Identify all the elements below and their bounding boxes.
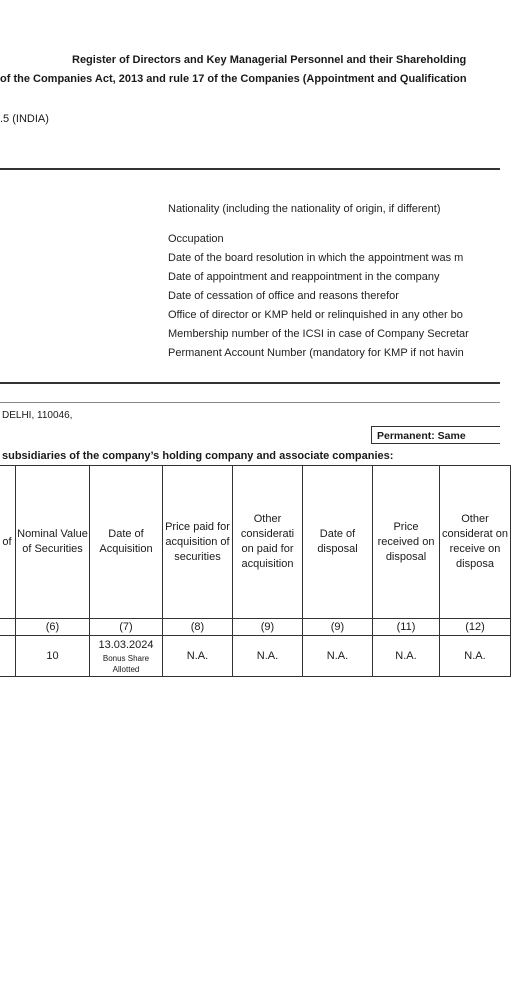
cell-other-consideration-disp: N.A.	[440, 636, 511, 677]
acquisition-date: 13.03.2024	[98, 638, 154, 651]
register-title: Register of Directors and Key Managerial Personnel and their Shareholding	[72, 54, 467, 66]
field-pan: Permanent Account Number (mandatory for KMP if not havin	[168, 347, 464, 359]
register-subtitle: of the Companies Act, 2013 and rule 17 of the Companies (Appointment and Qualification	[0, 73, 467, 85]
col-header-other-consideration-acq: Other considerati on paid for acquisition	[233, 466, 303, 619]
col-number: (8)	[163, 619, 233, 636]
col-number: (9)	[233, 619, 303, 636]
field-board-resolution-date: Date of the board resolution in which the appointment was m	[168, 252, 464, 264]
col-number: (6)	[16, 619, 90, 636]
acquisition-note: Bonus Share Allotted	[102, 653, 150, 674]
cell-partial	[0, 636, 16, 677]
section-title: subsidiaries of the company’s holding company and associate companies:	[2, 450, 394, 462]
col-header-date-disposal: Date of disposal	[303, 466, 373, 619]
field-nationality: Nationality (including the nationality of origin, if different)	[168, 203, 441, 215]
col-header-price-received: Price received on disposal	[373, 466, 440, 619]
company-location: .5 (INDIA)	[0, 113, 49, 125]
permanent-address	[371, 426, 500, 444]
col-header-date-acquisition: Date of Acquisition	[90, 466, 163, 619]
field-other-office: Office of director or KMP held or relinquished in any other bo	[168, 309, 463, 321]
divider-top	[0, 168, 500, 170]
table-row	[0, 636, 511, 677]
col-number: (11)	[373, 619, 440, 636]
field-icsi-membership: Membership number of the ICSI in case of Company Secretar	[168, 328, 469, 340]
col-header-partial: of	[0, 466, 16, 619]
col-number	[0, 619, 16, 636]
field-appointment-date: Date of appointment and reappointment in the company	[168, 271, 440, 283]
col-number: (9)	[303, 619, 373, 636]
cell-other-consideration-acq: N.A.	[233, 636, 303, 677]
col-number: (7)	[90, 619, 163, 636]
col-header-other-consideration-disp: Other considerat on receive on disposa	[440, 466, 511, 619]
col-header-price-paid: Price paid for acquisition of securities	[163, 466, 233, 619]
field-cessation-date: Date of cessation of office and reasons therefor	[168, 290, 399, 302]
cell-date-disposal: N.A.	[303, 636, 373, 677]
col-number: (12)	[440, 619, 511, 636]
present-address: DELHI, 110046,	[2, 410, 73, 421]
shareholding-table	[0, 465, 511, 677]
cell-nominal-value: 10	[16, 636, 90, 677]
cell-price-paid: N.A.	[163, 636, 233, 677]
table-number-row	[0, 619, 511, 636]
permanent-address-label: Permanent: Same	[377, 430, 466, 442]
table-header-row	[0, 466, 511, 619]
field-occupation: Occupation	[168, 233, 224, 245]
cell-date-acquisition	[90, 636, 163, 677]
divider-mid	[0, 382, 500, 384]
cell-price-received: N.A.	[373, 636, 440, 677]
divider-thin	[0, 402, 500, 403]
col-header-nominal-value: Nominal Value of Securities	[16, 466, 90, 619]
